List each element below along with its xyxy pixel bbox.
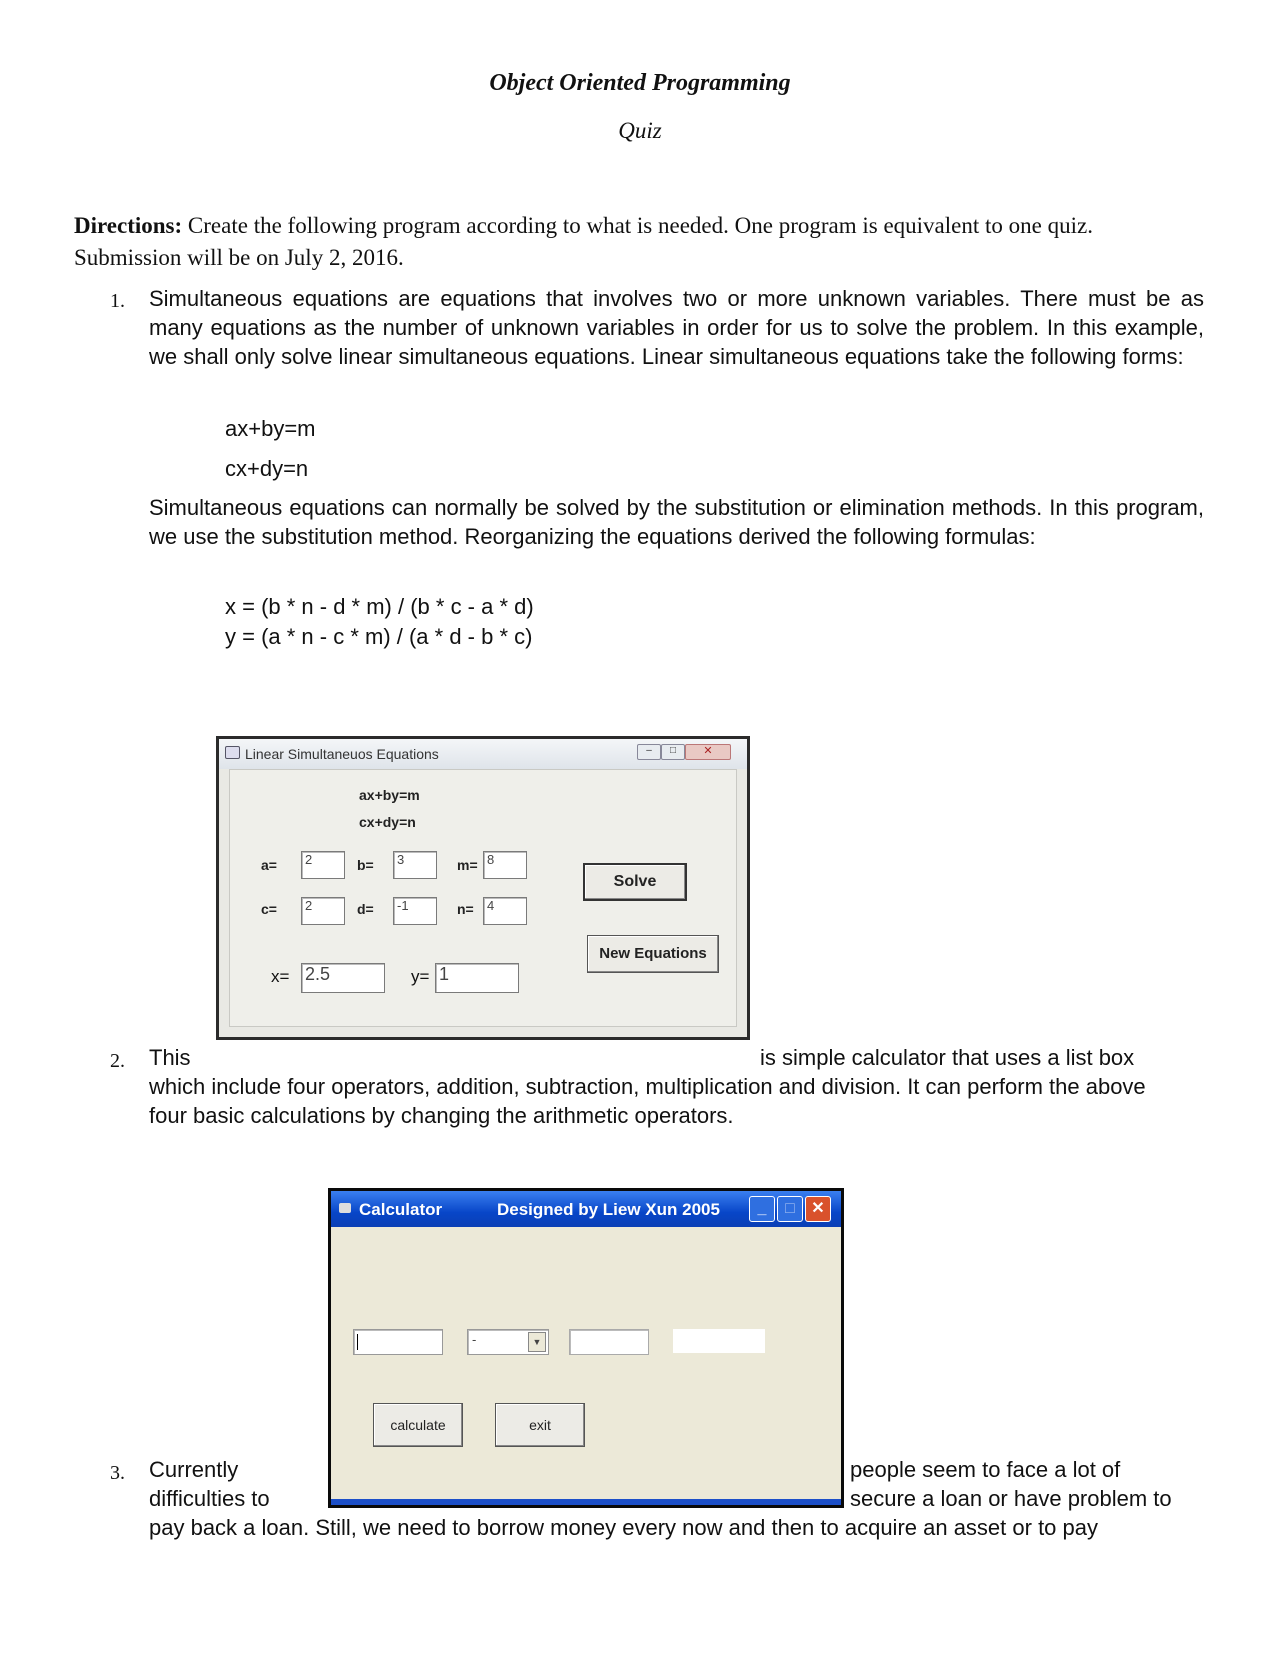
directions	[74, 210, 1204, 274]
item-1-para2: Simultaneous equations can normally be solved by the substitution or elimination methods. In this program, we use the substitution method. Reorganizing the equations derived the following formulas:	[149, 495, 1204, 549]
calculator-title: Calculator	[359, 1200, 443, 1219]
item-1-formula2: y = (a * n - c * m) / (a * d - b * c)	[225, 624, 533, 649]
item-2-number: 2.	[110, 1050, 125, 1072]
item-3-number: 3.	[110, 1462, 125, 1484]
item-1-number: 1.	[110, 290, 125, 312]
maximize-icon[interactable]: □	[777, 1196, 803, 1222]
label-c: c=	[261, 901, 277, 917]
dropdown-arrow-icon[interactable]: ▼	[528, 1332, 546, 1352]
directions-text: Create the following program according to what is needed. One program is equivalent to one quiz. Submission will be on July 2, 2016.	[74, 213, 1093, 270]
label-d: d=	[357, 901, 374, 917]
minimize-icon[interactable]: –	[637, 744, 661, 760]
label-a: a=	[261, 857, 277, 873]
text-cursor	[357, 1334, 358, 1350]
close-icon[interactable]: ✕	[805, 1196, 831, 1222]
item-3-line1-right: people seem to face a lot of	[850, 1457, 1121, 1482]
app-icon	[225, 746, 240, 759]
input-b[interactable]: 3	[393, 851, 437, 879]
input-n[interactable]: 4	[483, 897, 527, 925]
operator-listbox[interactable]	[467, 1329, 549, 1355]
window-bottom-border	[331, 1499, 841, 1505]
exit-button[interactable]: exit	[495, 1403, 585, 1447]
solve-button[interactable]: Solve	[583, 863, 687, 901]
input-m[interactable]: 8	[483, 851, 527, 879]
item-3-line3: pay back a loan. Still, we need to borrow money every now and then to acquire an asset or to pay	[149, 1515, 1098, 1540]
output-y[interactable]: 1	[435, 963, 519, 993]
item-1-para1: Simultaneous equations are equations that involves two or more unknown variables. There must be as many equations as the number of unknown variables in order for us to solve the problem. In this example, we shall only solve linear simultaneous equations. Linear simultaneous equations take the following forms:	[149, 286, 1204, 369]
operand2-input[interactable]	[569, 1329, 649, 1355]
doc-title: Object Oriented Programming	[489, 70, 791, 96]
calculator-window	[328, 1188, 844, 1508]
operand1-input[interactable]	[353, 1329, 443, 1355]
label-m: m=	[457, 857, 478, 873]
item-2-text-right: is simple calculator that uses a list box	[760, 1045, 1135, 1070]
item-1-eq2: cx+dy=n	[225, 456, 309, 481]
label-x: x=	[271, 967, 290, 986]
calculator-title-bar	[331, 1191, 841, 1227]
window-title: Linear Simultaneuos Equations	[245, 746, 439, 762]
label-b: b=	[357, 857, 374, 873]
item-1-formula1: x = (b * n - d * m) / (b * c - a * d)	[225, 594, 534, 619]
maximize-icon[interactable]: □	[661, 744, 685, 760]
minimize-icon[interactable]: _	[749, 1196, 775, 1222]
input-d[interactable]: -1	[393, 897, 437, 925]
doc-subtitle: Quiz	[618, 118, 662, 143]
new-equations-button[interactable]: New Equations	[587, 935, 719, 973]
window-title-bar	[219, 739, 747, 769]
input-c[interactable]: 2	[301, 897, 345, 925]
item-3-line2-right: secure a loan or have problem to	[850, 1486, 1172, 1511]
item-2-text-rest: which include four operators, addition, subtraction, multiplication and division. It can perform the above four basic calculations by changing the arithmetic operators.	[149, 1074, 1146, 1128]
linear-equations-window	[216, 736, 750, 1040]
close-icon[interactable]: ✕	[685, 744, 731, 760]
form-eq2: cx+dy=n	[359, 814, 416, 830]
calculator-designer: Designed by Liew Xun 2005	[497, 1200, 720, 1219]
item-2-text-start: This	[149, 1045, 191, 1070]
label-n: n=	[457, 901, 474, 917]
calculate-button[interactable]: calculate	[373, 1403, 463, 1447]
result-display	[673, 1329, 765, 1353]
operator-value: -	[472, 1332, 477, 1347]
app-icon	[339, 1203, 351, 1213]
form-eq1: ax+by=m	[359, 787, 420, 803]
directions-label: Directions:	[74, 213, 183, 238]
input-a[interactable]: 2	[301, 851, 345, 879]
label-y: y=	[411, 967, 430, 986]
item-3-line2-left: difficulties to	[149, 1486, 270, 1511]
item-3-line1-left: Currently	[149, 1457, 239, 1482]
item-1-eq1: ax+by=m	[225, 416, 316, 441]
output-x[interactable]: 2.5	[301, 963, 385, 993]
